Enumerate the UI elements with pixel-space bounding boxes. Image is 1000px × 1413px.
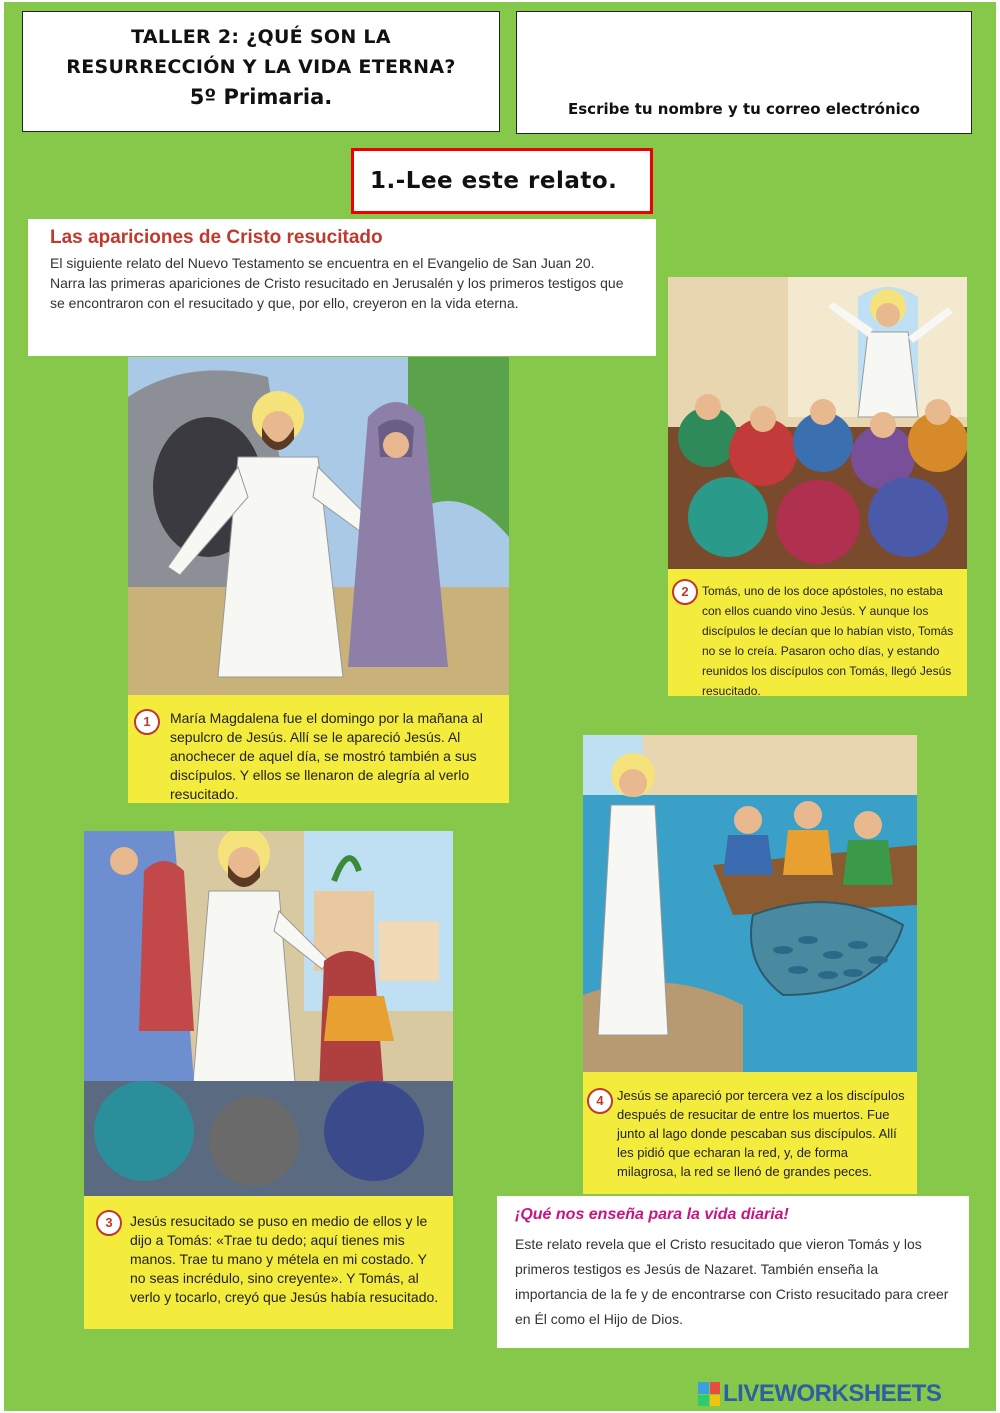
illustration-upper-room (668, 277, 967, 569)
title-line-2: RESURRECCIÓN Y LA VIDA ETERNA? (66, 56, 456, 78)
lesson-text: Este relato revela que el Cristo resucitado que vieron Tomás y los primeros testigos es Jesús de Nazaret. También enseña la importancia de la fe y de encontrarse con Cristo resucitado para creer en Él como el Hijo de Dios. (515, 1236, 949, 1327)
panel-1-illustration (128, 357, 509, 695)
panel-3-illustration (84, 831, 453, 1196)
intro-heading: Las apariciones de Cristo resucitado (50, 227, 383, 248)
title-line-1: TALLER 2: ¿QUÉ SON LA (131, 26, 391, 48)
liveworksheets-wordmark: LIVEWORKSHEETS (723, 1380, 942, 1407)
panel-2-illustration (668, 277, 967, 569)
liveworksheets-logo-icon (698, 1382, 720, 1406)
liveworksheets-brand (698, 1380, 941, 1408)
lesson-box (497, 1196, 969, 1348)
intro-box (28, 219, 656, 356)
panel-1-caption (128, 695, 509, 803)
name-email-box (516, 11, 972, 134)
panel-2-number: 2 (672, 579, 698, 605)
illustration-miraculous-catch (583, 735, 917, 1072)
panel-3-text: Jesús resucitado se puso en medio de ellos y le dijo a Tomás: «Trae tu dedo; aquí tienes mis manos. Trae tu mano y métela en mi costado. Y no seas incrédulo, sino creyente». Y Tomás, al verlo y tocarlo, creyó que Jesús había resucitado. (130, 1213, 439, 1305)
intro-line-2: Narra las primeras apariciones de Cristo resucitado en Jerusalén y los primeros testigos que se encontraron con el resucitado y que, por ello, creyeron en la vida eterna. (50, 275, 624, 311)
illustration-mary-magdalene (128, 357, 509, 695)
panel-2-caption (668, 569, 967, 696)
panel-3-caption (84, 1196, 453, 1329)
illustration-thomas (84, 831, 453, 1196)
panel-4-text: Jesús se apareció por tercera vez a los discípulos después de resucitar de entre los muertos. Fue junto al lago donde pescaban sus discípulos. Allí les pidió que echaran la red, y, de forma milagrosa, la red se llenó de grandes peces. (617, 1088, 905, 1179)
task-label: 1.-Lee este relato. (351, 148, 653, 214)
panel-3-number: 3 (96, 1210, 122, 1236)
panel-4-illustration (583, 735, 917, 1072)
title-box (22, 11, 500, 132)
intro-line-1: El siguiente relato del Nuevo Testamento se encuentra en el Evangelio de San Juan 20. (50, 255, 595, 271)
grade-label: 5º Primaria. (189, 85, 333, 109)
panel-4-caption (583, 1072, 917, 1194)
name-email-label: Escribe tu nombre y tu correo electrónico (568, 100, 920, 118)
panel-4-number: 4 (587, 1088, 613, 1114)
lesson-heading: ¡Qué nos enseña para la vida diaria! (515, 1206, 789, 1223)
panel-2-text: Tomás, uno de los doce apóstoles, no estaba con ellos cuando vino Jesús. Y aunque los discípulos le decían que lo habían visto, Tomás no se lo creía. Pasaron ocho días, y estando reunidos los discípulos con Tomás, llegó Jesús resucitado. (702, 584, 954, 698)
panel-1-text: María Magdalena fue el domingo por la mañana al sepulcro de Jesús. Allí se le apareció Jesús. Al anochecer de aquel día, se mostró también a sus discípulos. Y ellos se llenaron de alegría al verlo resucitado. (170, 710, 483, 802)
panel-1-number: 1 (134, 709, 160, 735)
name-email-input[interactable] (537, 30, 951, 88)
